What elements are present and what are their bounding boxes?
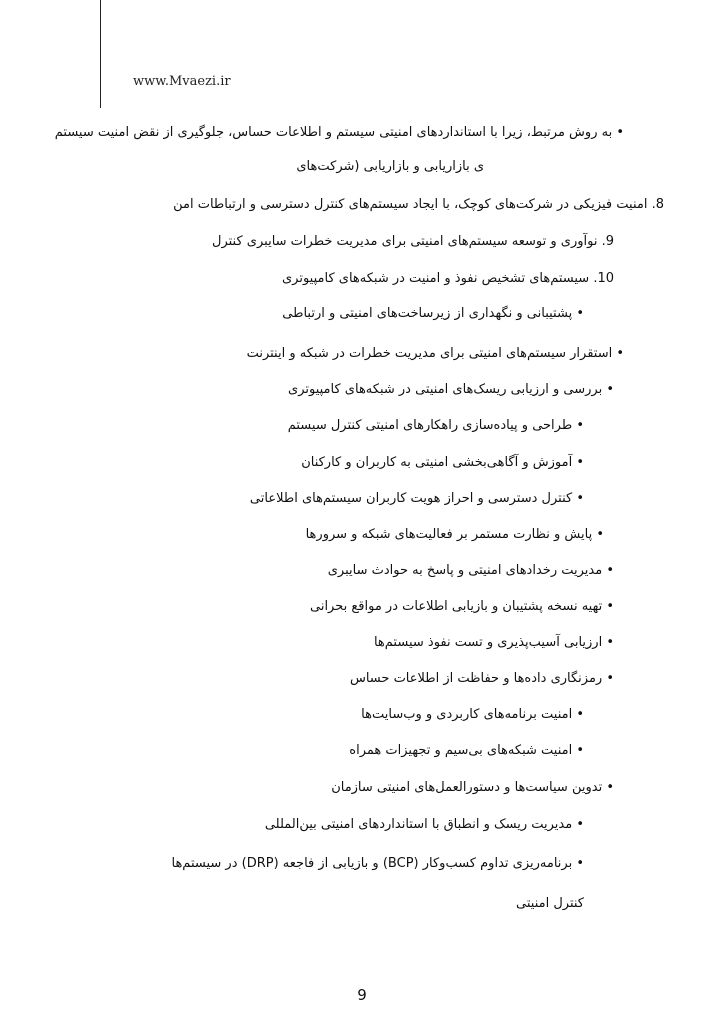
list-item: • امنیت شبکه‌های بی‌سیم و تجهیزات همراه — [349, 743, 584, 758]
page-number: 9 — [357, 986, 367, 1004]
list-item: • امنیت برنامه‌های کاربردی و وب‌سایت‌ها — [361, 707, 584, 722]
list-item: 9. نوآوری و توسعه سیستم‌های امنیتی برای مدیریت خطرات سایبری کنترل — [212, 234, 614, 249]
list-item: • ارزیابی آسیب‌پذیری و تست نفوذ سیستم‌ها — [373, 635, 614, 650]
list-item: • کنترل دسترسی و احراز هویت کاربران سیستم‌های اطلاعاتی — [249, 491, 584, 506]
list-item: • رمزنگاری داده‌ها و حفاظت از اطلاعات حساس — [349, 671, 614, 686]
list-item: • پایش و نظارت مستمر بر فعالیت‌های شبکه و سرورها — [305, 527, 604, 542]
text-line: • به روش مرتبط، زیرا با استانداردهای امنیتی سیستم و اطلاعات حساس، جلوگیری از نقض امنیت سیستم — [54, 125, 624, 140]
list-item: • تهیه نسخه پشتیبان و بازیابی اطلاعات در مواقع بحرانی — [309, 599, 614, 614]
list-item: 8. امنیت فیزیکی در شرکت‌های کوچک، با ایجاد سیستم‌های کنترل دسترسی و ارتباطات امن — [173, 197, 664, 212]
header-vertical-rule — [100, 0, 101, 108]
list-item: • استقرار سیستم‌های امنیتی برای مدیریت خطرات در شبکه و اینترنت — [246, 346, 624, 361]
header-website: www.Mvaezi.ir — [133, 74, 231, 89]
list-item: • برنامه‌ریزی تداوم کسب‌وکار (BCP) و بازیابی از فاجعه (DRP) در سیستم‌ها — [171, 856, 584, 871]
text-line: ی بازاریابی و بازاریابی (شرکت‌های — [296, 159, 484, 174]
text-line: کنترل امنیتی — [516, 896, 584, 911]
list-item: • پشتیبانی و نگهداری از زیرساخت‌های امنیتی و ارتباطی — [282, 306, 584, 321]
list-item: 10. سیستم‌های تشخیص نفوذ و امنیت در شبکه‌های کامپیوتری — [282, 271, 614, 286]
list-item: • آموزش و آگاهی‌بخشی امنیتی به کاربران و کارکنان — [301, 455, 584, 470]
list-item: • تدوین سیاست‌ها و دستورالعمل‌های امنیتی سازمان — [331, 780, 614, 795]
list-item: • مدیریت رخدادهای امنیتی و پاسخ به حوادث سایبری — [327, 563, 614, 578]
list-item: • بررسی و ارزیابی ریسک‌های امنیتی در شبکه‌های کامپیوتری — [288, 382, 614, 397]
list-item: • مدیریت ریسک و انطباق با استانداردهای امنیتی بین‌المللی — [264, 817, 584, 832]
list-item: • طراحی و پیاده‌سازی راهکارهای امنیتی کنترل سیستم — [287, 418, 584, 433]
